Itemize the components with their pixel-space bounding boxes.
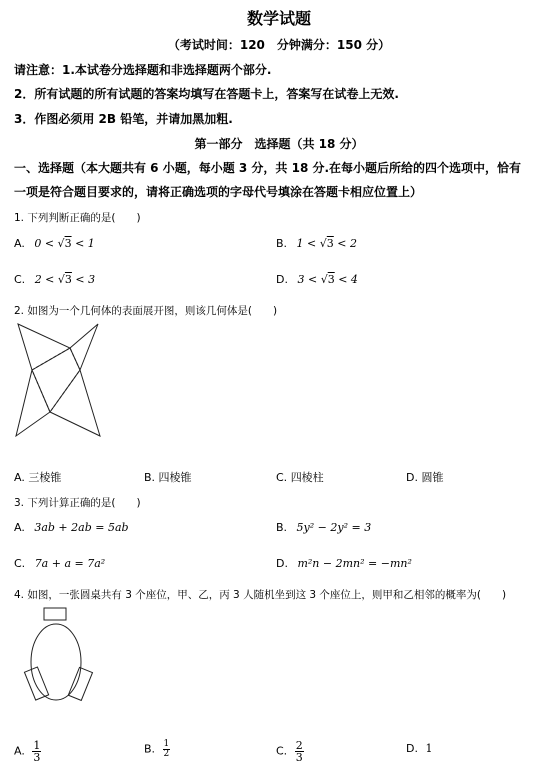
net-bottom-left-triangle xyxy=(16,370,50,436)
fraction-denominator: 3 xyxy=(33,751,41,764)
page-title: 数学试题 xyxy=(246,9,311,28)
q2-option-d[interactable] xyxy=(406,469,443,485)
question-3-stem: 3. 下列计算正确的是( ) xyxy=(14,497,141,509)
option-text: 圆锥 xyxy=(421,471,444,484)
q3-option-d[interactable] xyxy=(276,557,412,570)
option-rhs: < 2 xyxy=(337,237,357,250)
exam-time-subtitle: （考试时间：120 分钟满分：150 分） xyxy=(167,38,391,52)
q3-option-b[interactable] xyxy=(276,521,371,534)
q4-option-a[interactable] xyxy=(14,740,41,763)
fraction-numerator: 1 xyxy=(163,739,170,749)
option-text: 四棱锥 xyxy=(158,471,192,484)
option-label: D. xyxy=(276,557,288,570)
option-label: B. xyxy=(144,471,156,484)
option-rhs: < 1 xyxy=(75,237,95,250)
section-title: 第一部分 选择题（共 18 分） xyxy=(194,137,364,151)
note-3: 3．作图必须用 2B 铅笔，并请加黑加粗. xyxy=(14,112,233,126)
q3-option-a[interactable] xyxy=(14,521,129,534)
net-top-left-triangle xyxy=(18,324,70,370)
table-ellipse xyxy=(31,624,81,700)
question-2-stem: 2. 如图为一个几何体的表面展开图，则该几何体是( ) xyxy=(14,305,278,317)
q2-option-c[interactable] xyxy=(276,469,324,485)
option-label: B. xyxy=(276,237,288,250)
option-label: A. xyxy=(14,744,25,758)
option-label: A. xyxy=(14,521,25,534)
q1-option-b[interactable]: B. 1 < √3 < 2 xyxy=(276,237,357,250)
question-4-stem: 4. 如图，一张圆桌共有 3 个座位，甲、乙，丙 3 人随机坐到这 3 个座位上，则甲和乙相邻的概率为( ) xyxy=(14,589,507,601)
option-lhs: 3 < xyxy=(297,273,318,286)
net-base-quadrilateral xyxy=(32,348,80,412)
fraction-denominator: 2 xyxy=(163,749,170,759)
fraction-numerator: 2 xyxy=(295,739,303,752)
q2-option-b[interactable] xyxy=(144,469,192,485)
option-text: 四棱柱 xyxy=(290,471,324,484)
option-label: D. xyxy=(406,471,418,484)
q1-option-c[interactable]: C. 2 < √3 < 3 xyxy=(14,273,96,286)
option-fraction xyxy=(32,740,41,763)
option-label: C. xyxy=(14,273,26,286)
q1-option-d[interactable]: D. 3 < √3 < 4 xyxy=(276,273,358,286)
net-bottom-right-triangle xyxy=(50,370,100,436)
radicand: 3 xyxy=(64,237,72,250)
q3-option-c[interactable] xyxy=(14,557,105,570)
option-lhs: 0 < xyxy=(34,237,55,250)
section-instructions-line-2: 一项是符合题目要求的，请将正确选项的字母代号填涂在答题卡相应位置上） xyxy=(14,185,423,199)
option-lhs: 2 < xyxy=(34,273,55,286)
note-1: 请注意：1.本试卷分选择题和非选择题两个部分. xyxy=(14,63,272,77)
option-expression: 3ab + 2ab = 5ab xyxy=(34,521,129,534)
top-seat xyxy=(44,608,66,620)
section-instructions-line-1: 一、选择题（本大题共有 6 小题，每小题 3 分，共 18 分.在每小题后所给的四个选项中，恰有 xyxy=(14,161,522,175)
radicand: 3 xyxy=(327,273,335,286)
option-expression: 5y² − 2y² = 3 xyxy=(296,521,372,534)
option-label: B. xyxy=(144,742,156,756)
q4-option-c[interactable] xyxy=(276,740,304,763)
option-lhs: 1 < xyxy=(296,237,317,250)
left-seat xyxy=(24,667,48,700)
radicand: 3 xyxy=(64,273,72,286)
option-rhs: < 4 xyxy=(338,273,358,286)
option-text: 三棱锥 xyxy=(28,471,62,484)
round-table-figure xyxy=(10,602,105,707)
question-1-stem: 1. 下列判断正确的是( ) xyxy=(14,212,141,224)
option-expression: 7a + a = 7a² xyxy=(34,557,106,570)
option-label: D. xyxy=(276,273,288,286)
q2-option-a[interactable] xyxy=(14,469,61,485)
q1-option-a[interactable]: A. 0 < √3 < 1 xyxy=(14,237,95,250)
option-label: D. xyxy=(406,742,418,755)
option-expression: m²n − 2mn² = −mn² xyxy=(297,557,412,570)
option-label: C. xyxy=(276,744,288,758)
option-label: A. xyxy=(14,237,25,250)
radicand: 3 xyxy=(326,237,334,250)
option-label: C. xyxy=(14,557,26,570)
q4-option-d[interactable] xyxy=(406,742,432,755)
surface-net-figure xyxy=(10,318,105,438)
net-top-right-triangle xyxy=(70,324,98,370)
option-rhs: < 3 xyxy=(75,273,96,286)
q4-option-b[interactable] xyxy=(144,740,170,759)
fraction-denominator: 3 xyxy=(295,751,303,764)
option-fraction xyxy=(295,740,304,763)
option-label: C. xyxy=(276,471,288,484)
option-label: B. xyxy=(276,521,288,534)
option-fraction xyxy=(163,740,171,759)
option-label: A. xyxy=(14,471,25,484)
option-text: 1 xyxy=(425,742,433,755)
fraction-numerator: 1 xyxy=(33,739,41,752)
note-2: 2．所有试题的所有试题的答案均填写在答题卡上，答案写在试卷上无效. xyxy=(14,87,399,101)
